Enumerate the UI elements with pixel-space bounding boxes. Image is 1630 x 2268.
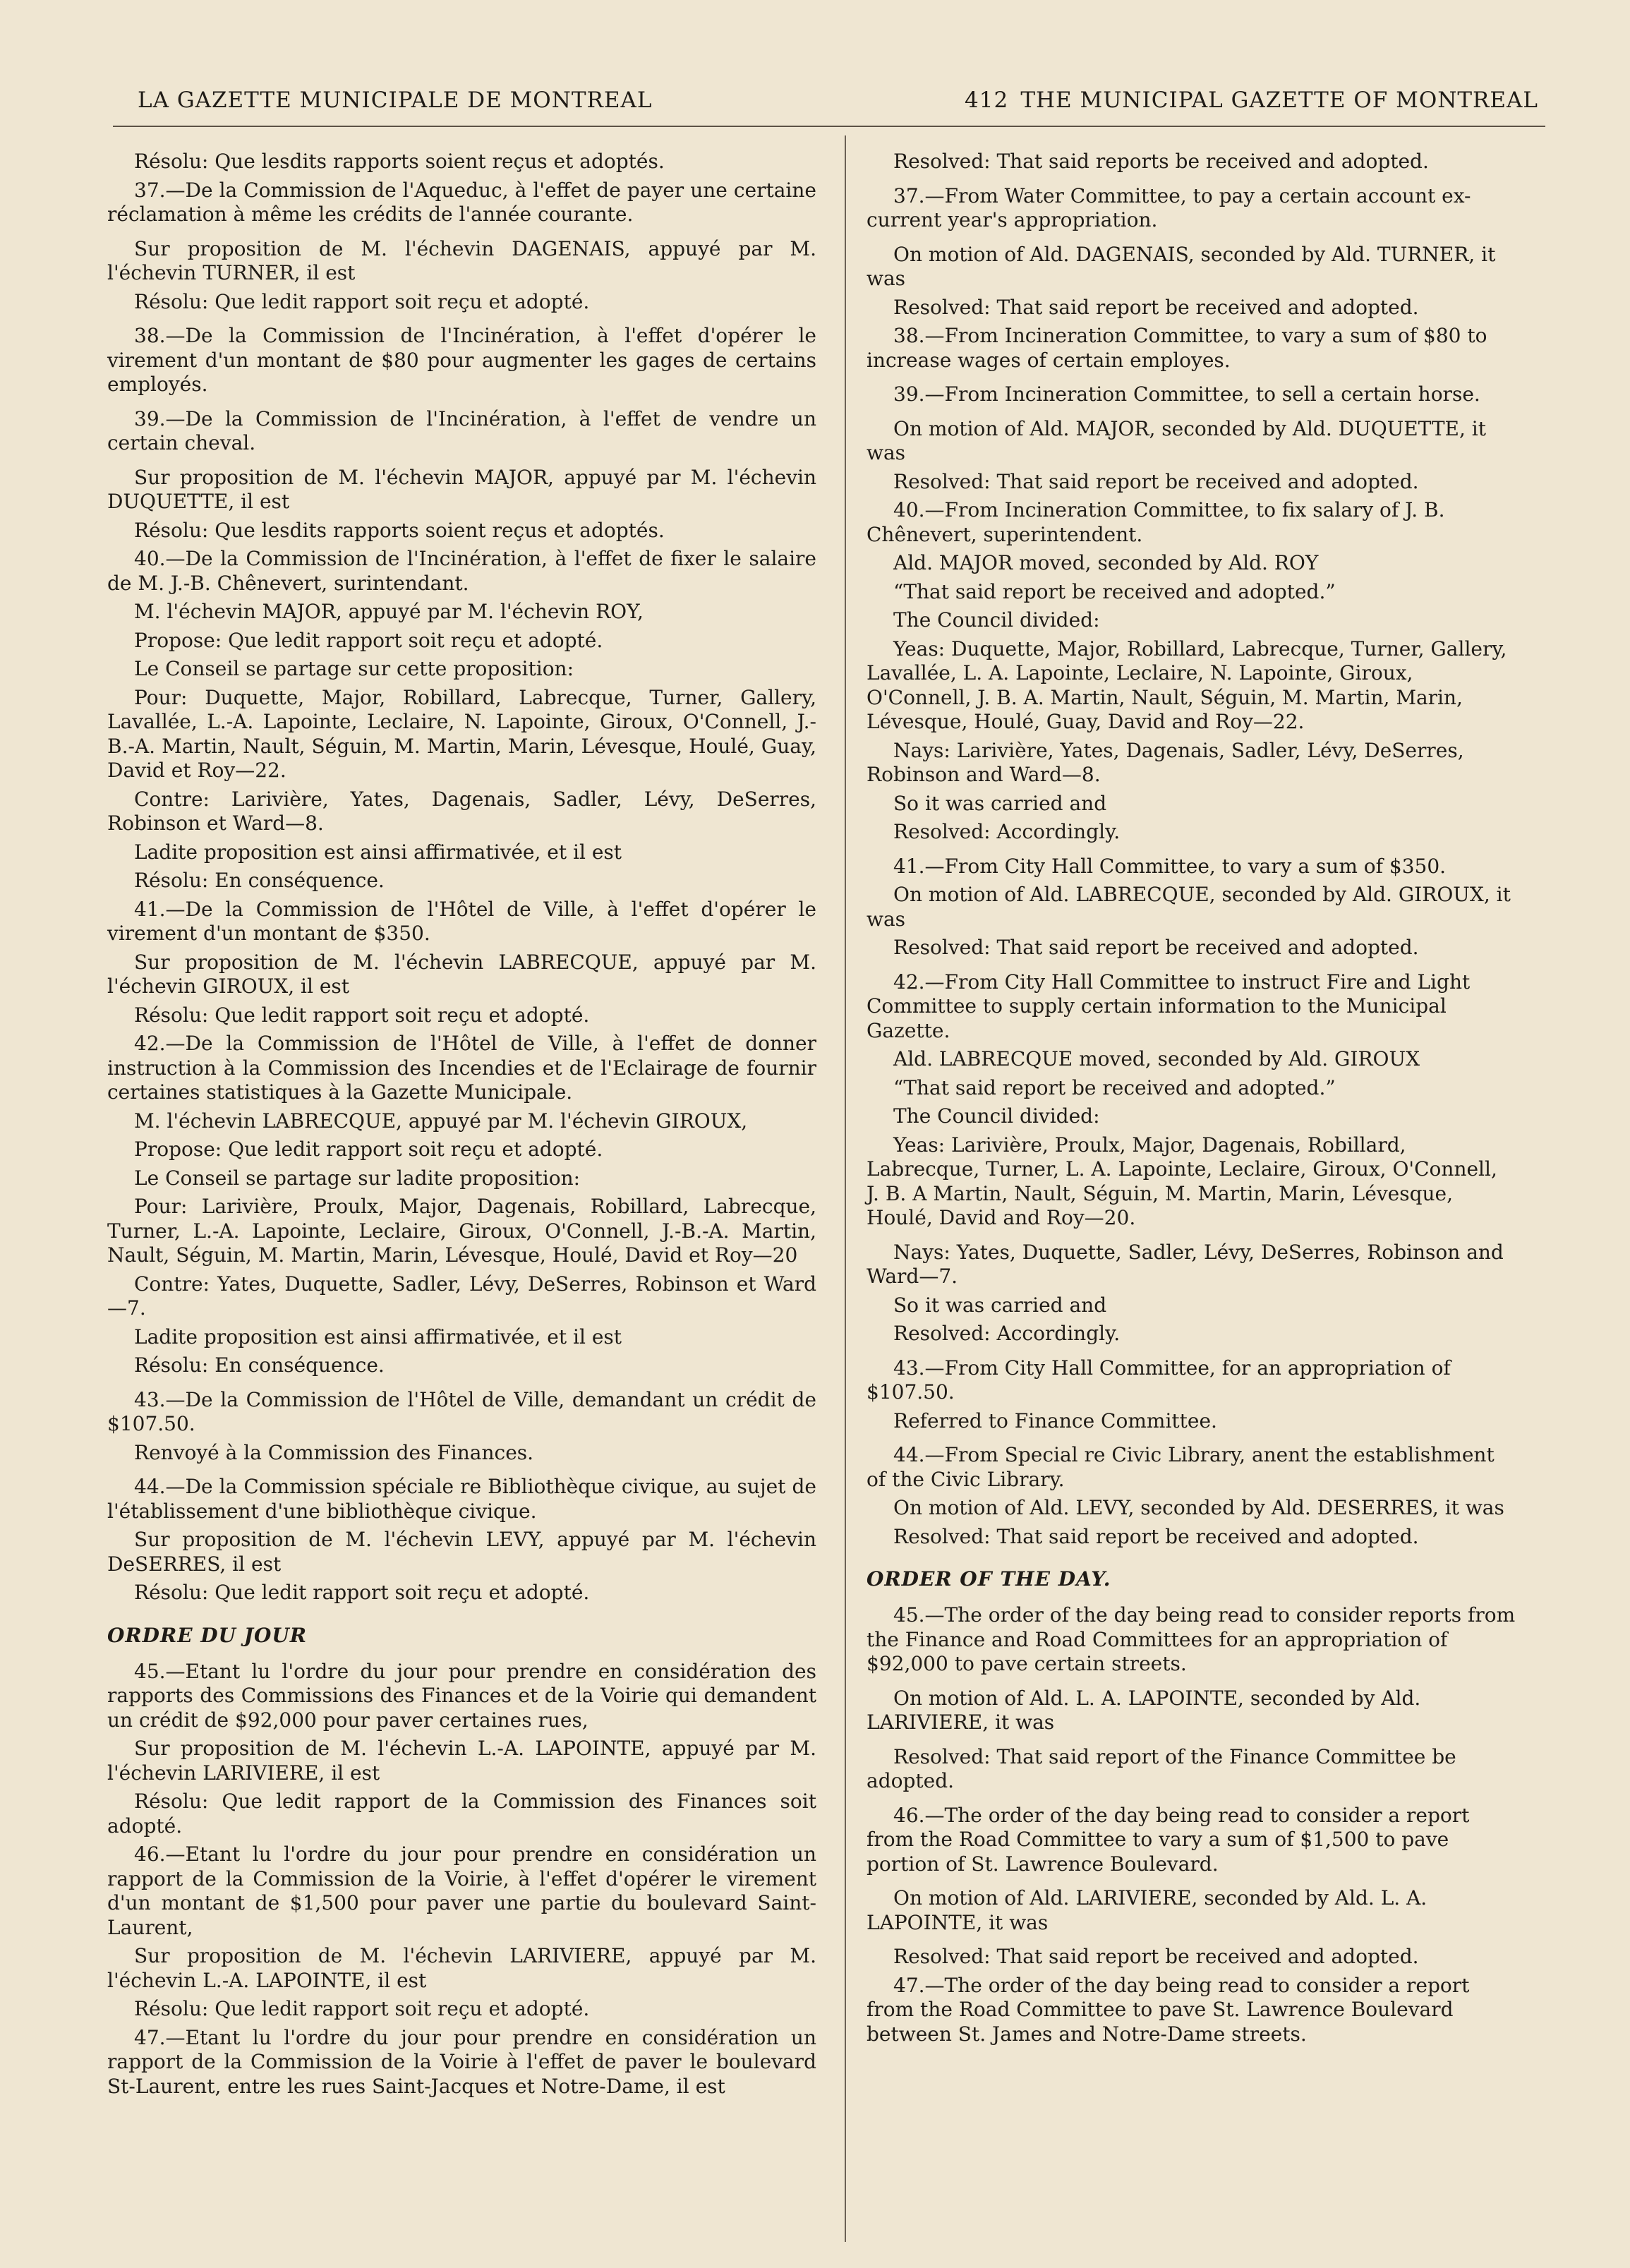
resolution-text: Résolu: En conséquence. <box>134 869 385 892</box>
agenda-item: 45.—Etant lu l'ordre du jour pour prendre en considération des rapports des Commissions des Finances et de la Voirie qui demandent un crédit de $92,000 pour paver certaines rues, <box>107 1659 816 1732</box>
agenda-item: 47.—Etant lu l'ordre du jour pour prendre en considération un rapport de la Commission de la Voirie à l'effet de paver le boulevard St-Laurent, entre les rues Saint-Jacques et Notre-Dame, il est <box>107 2025 816 2098</box>
agenda-item: 37.—From Water Committee, to pay a certain account ex-current year's appropriation. <box>867 183 1471 231</box>
outcome-text: So it was carried and <box>893 1293 1107 1317</box>
resolution-text: Resolved: That said report be received and adopted. <box>893 469 1419 493</box>
motion-text: On motion of Ald. LABRECQUE, seconded by Ald. GIROUX, it was <box>867 883 1511 931</box>
agenda-item: 42.—De la Commission de l'Hôtel de Ville, à l'effet de donner instruction à la Commission des Incendies et de l'Eclairage de fournir certaines statistiques à la Gazette Municipale. <box>107 1032 816 1104</box>
agenda-item: 39.—De la Commission de l'Incinération, à l'effet de vendre un certain cheval. <box>107 406 816 454</box>
proposal-text: “That said report be received and adopted.” <box>893 1075 1336 1099</box>
paragraph: Resolved: That said reports be received and adopted. <box>893 150 1429 173</box>
proposal-text: “That said report be received and adopted.” <box>893 579 1336 603</box>
section-heading: ORDER OF THE DAY. <box>867 1567 1111 1591</box>
motion-text: Sur proposition de M. l'échevin LEVY, appuyé par M. l'échevin DeSERRES, il est <box>107 1528 816 1576</box>
motion-text: Sur proposition de M. l'échevin L.-A. LAPOINTE, appuyé par M. l'échevin LARIVIERE, il est <box>107 1737 816 1785</box>
motion-text: M. l'échevin MAJOR, appuyé par M. l'échevin ROY, <box>134 600 644 623</box>
motion-text: On motion of Ald. MAJOR, seconded by Ald. DUQUETTE, it was <box>867 416 1486 464</box>
agenda-item: 38.—De la Commission de l'Incinération, à l'effet d'opérer le virement d'un montant de $80 pour augmenter les gages de certains employés. <box>107 324 816 396</box>
resolution-text: Resolved: That said report be received and adopted. <box>893 295 1419 319</box>
section-heading: ORDRE DU JOUR <box>107 1623 308 1647</box>
motion-text: Sur proposition de M. l'échevin LARIVIERE, appuyé par M. l'échevin L.-A. LAPOINTE, il est <box>107 1944 816 1992</box>
motion-text: Ald. LABRECQUE moved, seconded by Ald. GIROUX <box>893 1047 1420 1070</box>
agenda-item: 46.—The order of the day being read to consider a report from the Road Committee to vary a sum of $1,500 to pave portion of St. Lawrence Boulevard. <box>867 1803 1470 1876</box>
resolution-text: Resolved: That said report of the Finance Committee be adopted. <box>867 1744 1456 1792</box>
resolution-text: Resolved: That said report be received and adopted. <box>893 936 1419 959</box>
motion-text: Sur proposition de M. l'échevin MAJOR, appuyé par M. l'échevin DUQUETTE, il est <box>107 465 816 513</box>
agenda-item: 39.—From Incineration Committee, to sell a certain horse. <box>893 382 1480 406</box>
agenda-item: 44.—From Special re Civic Library, anent the establishment of the Civic Library. <box>867 1443 1495 1491</box>
division-text: The Council divided: <box>893 608 1100 632</box>
english-column <box>867 150 1516 2051</box>
vote-against: Contre: Larivière, Yates, Dagenais, Sadler, Lévy, DeSerres, Robinson et Ward—8. <box>107 787 816 835</box>
resolution-text: Resolved: That said report be received and adopted. <box>893 1945 1419 1968</box>
agenda-item: 42.—From City Hall Committee to instruct Fire and Light Committee to supply certain information to the Municipal Gazette. <box>867 970 1471 1042</box>
motion-text: On motion of Ald. DAGENAIS, seconded by Ald. TURNER, it was <box>867 242 1496 290</box>
agenda-item: 44.—De la Commission spéciale re Bibliothèque civique, au sujet de l'établissement d'une bibliothèque civique. <box>107 1475 816 1523</box>
agenda-item: 40.—De la Commission de l'Incinération, à l'effet de fixer le salaire de M. J.-B. Chênevert, surintendant. <box>107 547 816 595</box>
vote-against: Nays: Larivière, Yates, Dagenais, Sadler, Lévy, DeSerres, Robinson and Ward—8. <box>867 738 1464 786</box>
french-column <box>107 150 816 2103</box>
resolution-text: Résolu: Que ledit rapport de la Commission des Finances soit adopté. <box>107 1790 816 1838</box>
vote-for: Yeas: Larivière, Proulx, Major, Dagenais, Robillard, Labrecque, Turner, L. A. Lapointe, Leclaire, Giroux, O'Connell, J. B. A Martin, Nault, Séguin, M. Martin, Marin, Lévesque, Houlé, David and Roy—20. <box>867 1133 1497 1229</box>
agenda-item: 47.—The order of the day being read to consider a report from the Road Committee to pave St. Lawrence Boulevard between St. James and Notre-Dame streets. <box>867 1973 1470 2046</box>
division-text: Le Conseil se partage sur cette proposition: <box>134 657 574 680</box>
agenda-item: 37.—De la Commission de l'Aqueduc, à l'effet de payer une certaine réclamation à même les crédits de l'année courante. <box>107 178 816 226</box>
paragraph: Résolu: Que lesdits rapports soient reçus et adoptés. <box>134 150 665 173</box>
page-number: 412 <box>965 88 1009 113</box>
resolution-text: Résolu: Que ledit rapport soit reçu et adopté. <box>134 1581 590 1604</box>
outcome-text: Ladite proposition est ainsi affirmativée, et il est <box>134 1325 622 1349</box>
agenda-item: 43.—De la Commission de l'Hôtel de Ville, demandant un crédit de $107.50. <box>107 1387 816 1435</box>
vote-for: Pour: Larivière, Proulx, Major, Dagenais, Robillard, Labrecque, Turner, L.-A. Lapointe, Leclaire, Giroux, O'Connell, J.-B.-A. Martin, Nault, Séguin, M. Martin, Marin, Lévesque, Houlé, David et Roy—20 <box>107 1195 816 1267</box>
motion-text: On motion of Ald. LEVY, seconded by Ald. DESERRES, it was <box>893 1496 1504 1519</box>
motion-text: Sur proposition de M. l'échevin LABRECQUE, appuyé par M. l'échevin GIROUX, il est <box>107 950 816 998</box>
column-divider <box>845 135 846 2242</box>
outcome-text: Ladite proposition est ainsi affirmativée, et il est <box>134 840 622 864</box>
agenda-item: 38.—From Incineration Committee, to vary a sum of $80 to increase wages of certain employes. <box>867 324 1487 372</box>
motion-text: On motion of Ald. L. A. LAPOINTE, seconded by Ald. LARIVIERE, it was <box>867 1686 1421 1734</box>
division-text: The Council divided: <box>893 1104 1100 1128</box>
referral-text: Renvoyé à la Commission des Finances. <box>134 1440 534 1464</box>
vote-against: Nays: Yates, Duquette, Sadler, Lévy, DeSerres, Robinson and Ward—7. <box>867 1240 1504 1288</box>
vote-for: Pour: Duquette, Major, Robillard, Labrecque, Turner, Gallery, Lavallée, L.-A. Lapointe, Leclaire, N. Lapointe, Giroux, O'Connell, J.-B.-A. Martin, Nault, Séguin, M. Martin, Marin, Lévesque, Houlé, Guay, David et Roy—22. <box>107 685 816 782</box>
proposal-text: Propose: Que ledit rapport soit reçu et adopté. <box>134 628 603 652</box>
resolution-text: Résolu: Que ledit rapport soit reçu et adopté. <box>134 1003 590 1027</box>
agenda-item: 40.—From Incineration Committee, to fix salary of J. B. Chênevert, superintendent. <box>867 498 1445 546</box>
resolution-text: Resolved: That said report be received and adopted. <box>893 1524 1419 1548</box>
agenda-item: 45.—The order of the day being read to consider reports from the Finance and Road Committees for an appropriation of $92,000 to pave certain streets. <box>867 1603 1516 1675</box>
motion-text: On motion of Ald. LARIVIERE, seconded by Ald. L. A. LAPOINTE, it was <box>867 1886 1427 1934</box>
header-rule <box>113 126 1545 127</box>
header-title-english: THE MUNICIPAL GAZETTE OF MONTREAL <box>1020 88 1538 113</box>
resolution-text: Résolu: Que lesdits rapports soient reçus et adoptés. <box>134 518 665 542</box>
page-header <box>138 83 1538 121</box>
resolution-text: Résolu: En conséquence. <box>134 1353 385 1377</box>
agenda-item: 41.—From City Hall Committee, to vary a sum of $350. <box>893 854 1447 878</box>
resolution-text: Resolved: Accordingly. <box>893 820 1121 843</box>
vote-against: Contre: Yates, Duquette, Sadler, Lévy, DeSerres, Robinson et Ward—7. <box>107 1272 816 1320</box>
vote-for: Yeas: Duquette, Major, Robillard, Labrecque, Turner, Gallery, Lavallée, L. A. Lapointe, Leclaire, N. Lapointe, Giroux, O'Connell, J. B. A. Martin, Nault, Séguin, M. Martin, Marin, Lévesque, Houlé, Guay, David and Roy—22. <box>867 637 1507 733</box>
resolution-text: Resolved: Accordingly. <box>893 1322 1121 1345</box>
outcome-text: So it was carried and <box>893 791 1107 815</box>
agenda-item: 41.—De la Commission de l'Hôtel de Ville, à l'effet d'opérer le virement d'un montant de $350. <box>107 897 816 945</box>
motion-text: M. l'échevin LABRECQUE, appuyé par M. l'échevin GIROUX, <box>134 1109 748 1133</box>
division-text: Le Conseil se partage sur ladite proposition: <box>134 1166 581 1190</box>
referral-text: Referred to Finance Committee. <box>893 1409 1217 1432</box>
motion-text: Sur proposition de M. l'échevin DAGENAIS, appuyé par M. l'échevin TURNER, il est <box>107 236 816 284</box>
header-title-french: LA GAZETTE MUNICIPALE DE MONTREAL <box>138 88 653 113</box>
resolution-text: Résolu: Que ledit rapport soit reçu et adopté. <box>134 289 590 313</box>
resolution-text: Résolu: Que ledit rapport soit reçu et adopté. <box>134 1997 590 2020</box>
proposal-text: Propose: Que ledit rapport soit reçu et adopté. <box>134 1138 603 1161</box>
agenda-item: 46.—Etant lu l'ordre du jour pour prendre en considération un rapport de la Commission de la Voirie, à l'effet d'opérer le virement d'un montant de $1,500 pour paver une partie du boulevard Saint-Laurent, <box>107 1842 816 1939</box>
motion-text: Ald. MAJOR moved, seconded by Ald. ROY <box>893 551 1319 574</box>
agenda-item: 43.—From City Hall Committee, for an appropriation of $107.50. <box>867 1356 1451 1404</box>
